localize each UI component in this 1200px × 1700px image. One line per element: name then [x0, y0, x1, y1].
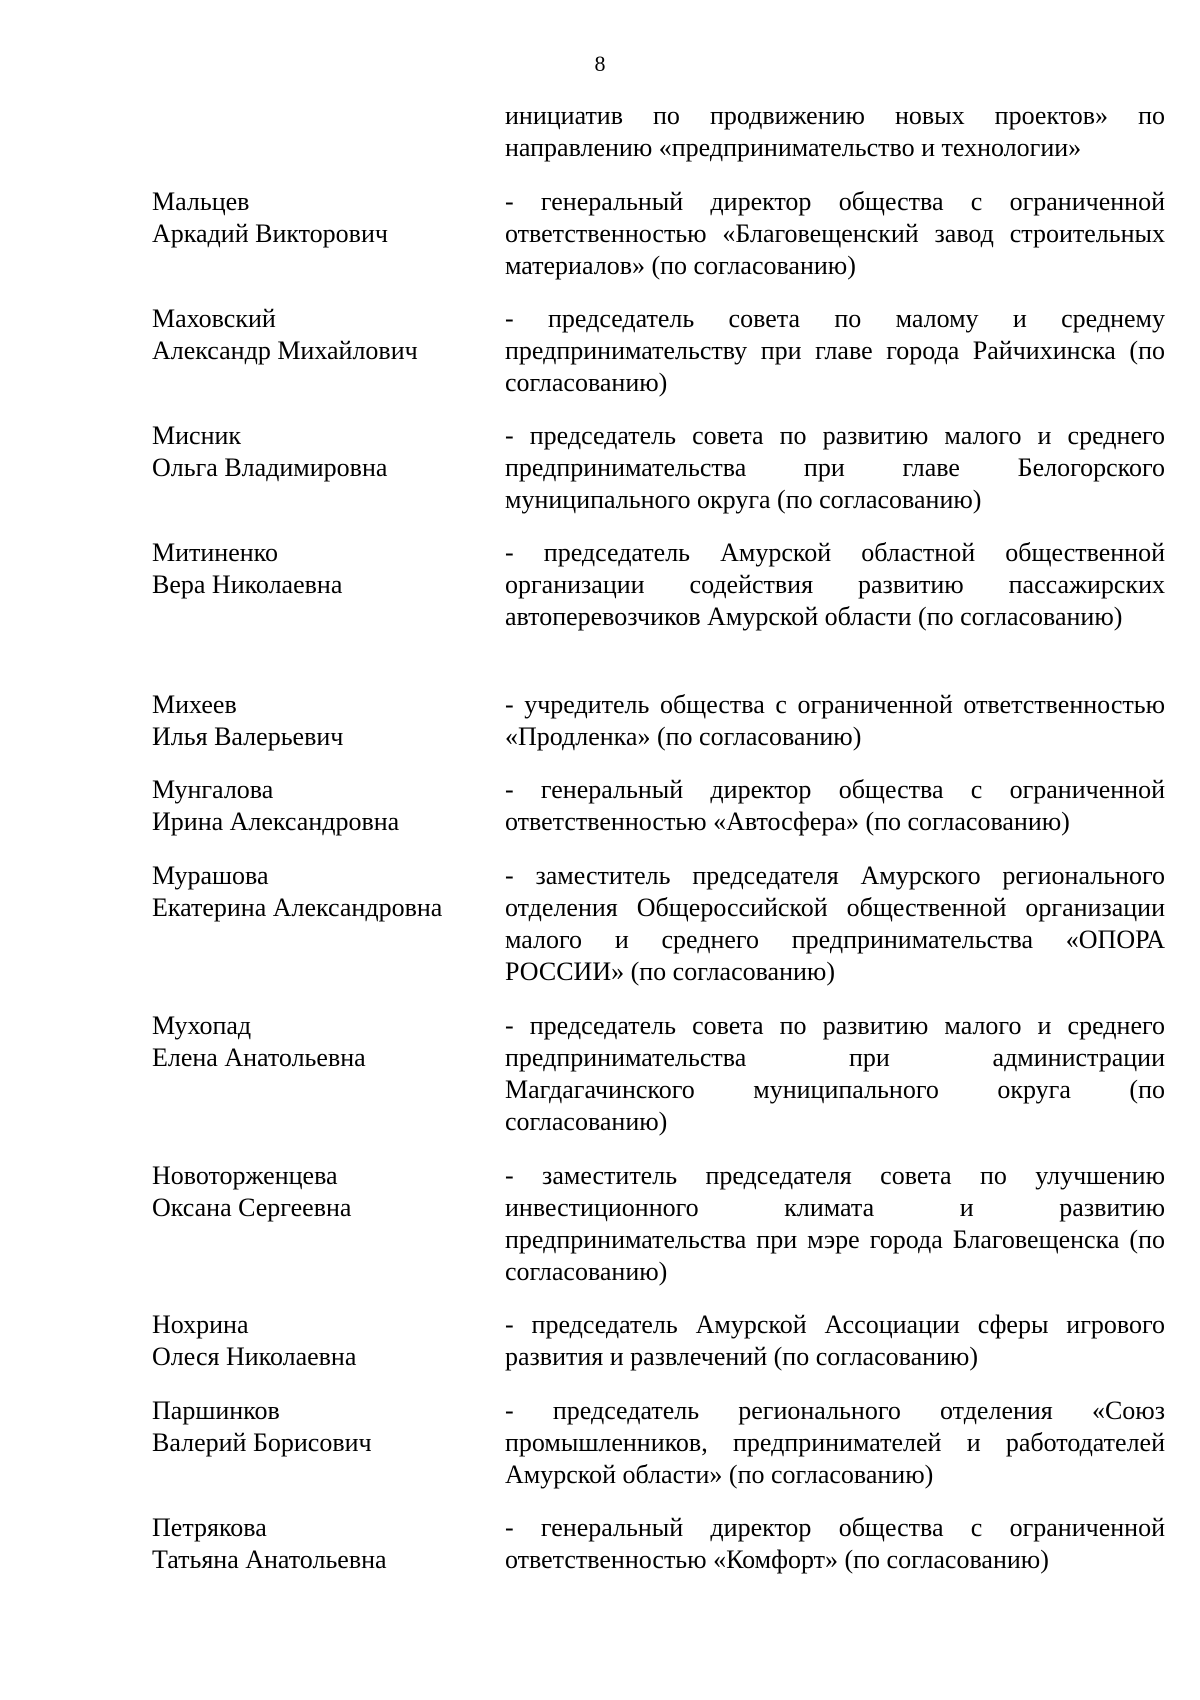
member-role: - председатель Амурской Ассоциации сферы игрового развития и развлечений (по согласованию) [505, 1310, 1165, 1371]
member-given-name: Илья Валерьевич [152, 722, 344, 751]
member-name [152, 186, 492, 250]
member-name [152, 1512, 492, 1576]
member-given-name: Оксана Сергеевна [152, 1193, 352, 1222]
member-surname: Нохрина [152, 1310, 249, 1339]
member-name [152, 1160, 492, 1224]
member-role: - председатель совета по развитию малого и среднего предпринимательства при главе Белогорского муниципального округа (по согласованию) [505, 421, 1165, 514]
member-surname: Мухопад [152, 1011, 252, 1040]
member-role: - заместитель председателя Амурского регионального отделения Общероссийской общественной организации малого и среднего предпринимательства «ОПОРА РОССИИ» (по согласованию) [505, 861, 1165, 986]
member-given-name: Елена Анатольевна [152, 1043, 366, 1072]
member-role: - генеральный директор общества с ограниченной ответственностью «Автосфера» (по согласованию) [505, 775, 1165, 836]
member-role: - заместитель председателя совета по улучшению инвестиционного климата и развитию предпринимательства при мэре города Благовещенска (по согласованию) [505, 1161, 1165, 1286]
member-surname: Маховский [152, 304, 276, 333]
member-surname: Паршинков [152, 1396, 280, 1425]
member-name [152, 1395, 492, 1459]
member-given-name: Аркадий Викторович [152, 219, 388, 248]
member-name [152, 689, 492, 753]
member-role: - генеральный директор общества с ограниченной ответственностью «Комфорт» (по согласованию) [505, 1513, 1165, 1574]
member-name [152, 1309, 492, 1373]
member-surname: Новоторженцева [152, 1161, 338, 1190]
member-given-name: Татьяна Анатольевна [152, 1545, 387, 1574]
member-given-name: Вера Николаевна [152, 570, 343, 599]
member-role: - председатель совета по развитию малого и среднего предпринимательства при администрации Магдагачинского муниципального округа (по согласованию) [505, 1011, 1165, 1136]
member-name [152, 420, 492, 484]
member-role: - председатель совета по малому и среднему предпринимательству при главе города Райчихинска (по согласованию) [505, 304, 1165, 397]
member-given-name: Екатерина Александровна [152, 893, 443, 922]
page-number: 8 [594, 51, 606, 76]
member-name [152, 774, 492, 838]
member-name [152, 860, 492, 924]
member-surname: Мальцев [152, 187, 250, 216]
continuation-text: инициатив по продвижению новых проектов» по направлению «предпринимательство и технологии» [505, 101, 1165, 162]
member-given-name: Александр Михайлович [152, 336, 418, 365]
member-surname: Мунгалова [152, 775, 274, 804]
member-surname: Петрякова [152, 1513, 267, 1542]
member-given-name: Валерий Борисович [152, 1428, 372, 1457]
member-given-name: Олеся Николаевна [152, 1342, 357, 1371]
member-surname: Мурашова [152, 861, 269, 890]
member-surname: Митиненко [152, 538, 278, 567]
member-given-name: Ирина Александровна [152, 807, 400, 836]
member-role: - председатель регионального отделения «Союз промышленников, предпринимателей и работодателей Амурской области» (по согласованию) [505, 1396, 1165, 1489]
member-name [152, 303, 492, 367]
member-role: - учредитель общества с ограниченной ответственностью «Продленка» (по согласованию) [505, 690, 1165, 751]
member-surname: Мисник [152, 421, 242, 450]
member-name [152, 1010, 492, 1074]
member-role: - председатель Амурской областной общественной организации содействия развитию пассажирских автоперевозчиков Амурской области (по согласованию) [505, 538, 1165, 631]
member-name [152, 537, 492, 601]
member-role: - генеральный директор общества с ограниченной ответственностью «Благовещенский завод строительных материалов» (по согласованию) [505, 187, 1165, 280]
member-surname: Михеев [152, 690, 237, 719]
member-given-name: Ольга Владимировна [152, 453, 388, 482]
